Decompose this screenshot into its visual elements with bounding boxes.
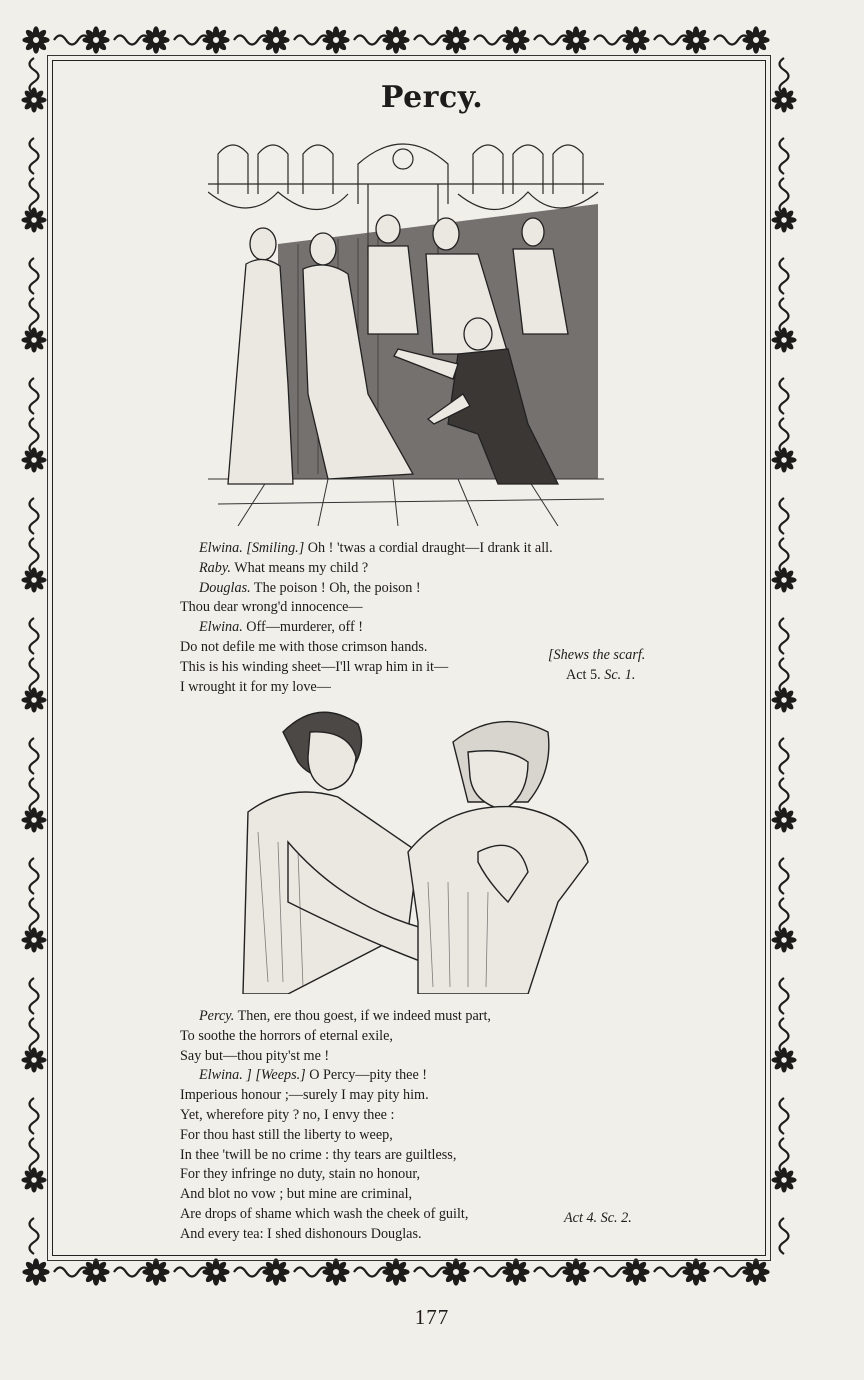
rosette-ornament [22, 26, 49, 53]
scene-label: Sc. 2. [600, 1210, 632, 1226]
scroll-ornament [780, 378, 789, 414]
passage-1 [180, 539, 553, 697]
scroll-ornament [30, 258, 39, 294]
line-text: To soothe the horrors of eternal exile, [180, 1027, 393, 1044]
page-number: 177 [414, 1305, 450, 1329]
rosette-ornament [21, 807, 46, 832]
line-text: For thou hast still the liberty to weep, [180, 1126, 393, 1143]
line-text: And every tea: I shed dishonours Douglas. [180, 1225, 422, 1242]
rosette-ornament [771, 687, 796, 712]
rosette-ornament [142, 1258, 169, 1285]
rosette-ornament [262, 1258, 289, 1285]
verse-line [180, 618, 553, 638]
verse-line [180, 1007, 491, 1027]
line-text: The poison ! Oh, the poison ! [250, 579, 421, 596]
scroll-ornament [780, 138, 789, 174]
rosette-ornament [322, 1258, 349, 1285]
line-text: Then, ere thou goest, if we indeed must part, [234, 1008, 491, 1024]
rosette-ornament [771, 1167, 796, 1192]
scroll-ornament [30, 858, 39, 894]
scroll-ornament [780, 978, 789, 1014]
rosette-ornament [771, 1047, 796, 1072]
line-text: What means my child ? [230, 559, 369, 576]
act-label: Act 5. [566, 667, 601, 683]
verse-line [180, 1146, 491, 1166]
rosette-ornament [682, 26, 709, 53]
rosette-ornament [21, 327, 46, 352]
speaker-name: Elwina. [199, 1067, 243, 1084]
rosette-ornament [82, 1258, 109, 1285]
rosette-ornament [21, 927, 46, 952]
rosette-ornament [262, 26, 289, 53]
line-text: Thou dear wrong'd innocence— [180, 599, 363, 616]
verse-line [180, 678, 553, 698]
rosette-ornament [22, 1258, 49, 1285]
verse-line [180, 1185, 491, 1205]
rosette-ornament [21, 447, 46, 472]
rosette-ornament [622, 1258, 649, 1285]
rosette-ornament [771, 327, 796, 352]
stage-direction: [Smiling.] [242, 540, 305, 556]
line-text: Oh ! 'twas a cordial draught—I drank it all. [304, 540, 553, 556]
line-text: And blot no vow ; but mine are criminal, [180, 1186, 413, 1203]
verse-line [180, 1106, 491, 1126]
rosette-ornament [742, 26, 769, 53]
scroll-ornament [780, 858, 789, 894]
verse-line [180, 1047, 491, 1067]
rosette-ornament [322, 26, 349, 53]
scroll-ornament [30, 738, 39, 774]
verse-line [180, 598, 553, 618]
engraving-death-scene [208, 134, 604, 526]
rosette-ornament [21, 687, 46, 712]
act-reference-1 [566, 667, 635, 684]
rosette-ornament [142, 26, 169, 53]
line-text: I wrought it for my love— [180, 678, 331, 695]
rosette-ornament [771, 927, 796, 952]
scroll-ornament [30, 1098, 39, 1134]
rosette-ornament [622, 26, 649, 53]
verse-line [180, 559, 553, 579]
rosette-ornament [82, 26, 109, 53]
rosette-ornament [202, 26, 229, 53]
rosette-ornament [502, 1258, 529, 1285]
line-text: Off—murderer, off ! [242, 619, 363, 636]
scroll-ornament [780, 1098, 789, 1134]
line-text: Yet, wherefore pity ? no, I envy thee : [180, 1106, 395, 1123]
scroll-ornament [780, 1218, 789, 1254]
rosette-ornament [502, 26, 529, 53]
stage-direction-scarf: [Shews the scarf. [548, 647, 646, 663]
scroll-ornament [30, 978, 39, 1014]
rosette-ornament [382, 1258, 409, 1285]
verse-line [180, 658, 553, 678]
act-label: Act 4. [564, 1210, 598, 1226]
rosette-ornament [202, 1258, 229, 1285]
rosette-ornament [771, 567, 796, 592]
rosette-ornament [382, 26, 409, 53]
rosette-ornament [21, 1047, 46, 1072]
line-text: Imperious honour ;—surely I may pity him. [180, 1087, 429, 1104]
page-title: Percy. [380, 80, 484, 115]
verse-line [180, 1225, 491, 1245]
verse-line [180, 1165, 491, 1185]
scroll-ornament [30, 1218, 39, 1254]
scroll-ornament [780, 738, 789, 774]
speaker-name: Percy. [199, 1008, 235, 1024]
act-reference-2 [564, 1210, 632, 1227]
verse-line [180, 1086, 491, 1106]
rosette-ornament [771, 447, 796, 472]
rosette-ornament [562, 1258, 589, 1285]
speaker-name: Raby. [199, 559, 231, 576]
line-text: Are drops of shame which wash the cheek of guilt, [180, 1205, 469, 1222]
speaker-name: Elwina. [199, 540, 243, 556]
line-text: For they infringe no duty, stain no honour, [180, 1166, 421, 1183]
passage-2 [180, 1007, 491, 1245]
rosette-ornament [682, 1258, 709, 1285]
speaker-name: Douglas. [199, 579, 251, 596]
scroll-ornament [780, 498, 789, 534]
line-text: This is his winding sheet—I'll wrap him in it— [180, 658, 449, 675]
verse-line [180, 579, 553, 599]
verse-line [180, 1066, 491, 1086]
speaker-name: Elwina. [199, 619, 243, 636]
scroll-ornament [780, 258, 789, 294]
rosette-ornament [442, 1258, 469, 1285]
line-text: Say but—thou pity'st me ! [180, 1047, 330, 1064]
stage-direction: ] [Weeps.] [242, 1067, 306, 1084]
scroll-ornament [780, 618, 789, 654]
scroll-ornament [30, 138, 39, 174]
rosette-ornament [21, 1167, 46, 1192]
engraving-percy-elwina [228, 702, 598, 994]
verse-line [180, 1126, 491, 1146]
rosette-ornament [771, 207, 796, 232]
rosette-ornament [21, 207, 46, 232]
verse-line [180, 1027, 491, 1047]
verse-line [180, 1205, 491, 1225]
rosette-ornament [562, 26, 589, 53]
scroll-ornament [30, 618, 39, 654]
rosette-ornament [742, 1258, 769, 1285]
scroll-ornament [30, 378, 39, 414]
line-text: In thee 'twill be no crime : thy tears are guiltless, [180, 1146, 457, 1163]
rosette-ornament [442, 26, 469, 53]
scroll-ornament [30, 498, 39, 534]
verse-line [180, 539, 553, 559]
line-text: O Percy—pity thee ! [305, 1067, 428, 1084]
verse-line [180, 638, 553, 658]
scene-label: Sc. 1. [604, 667, 636, 683]
rosette-ornament [771, 807, 796, 832]
line-text: Do not defile me with those crimson hands. [180, 638, 428, 655]
rosette-ornament [21, 567, 46, 592]
